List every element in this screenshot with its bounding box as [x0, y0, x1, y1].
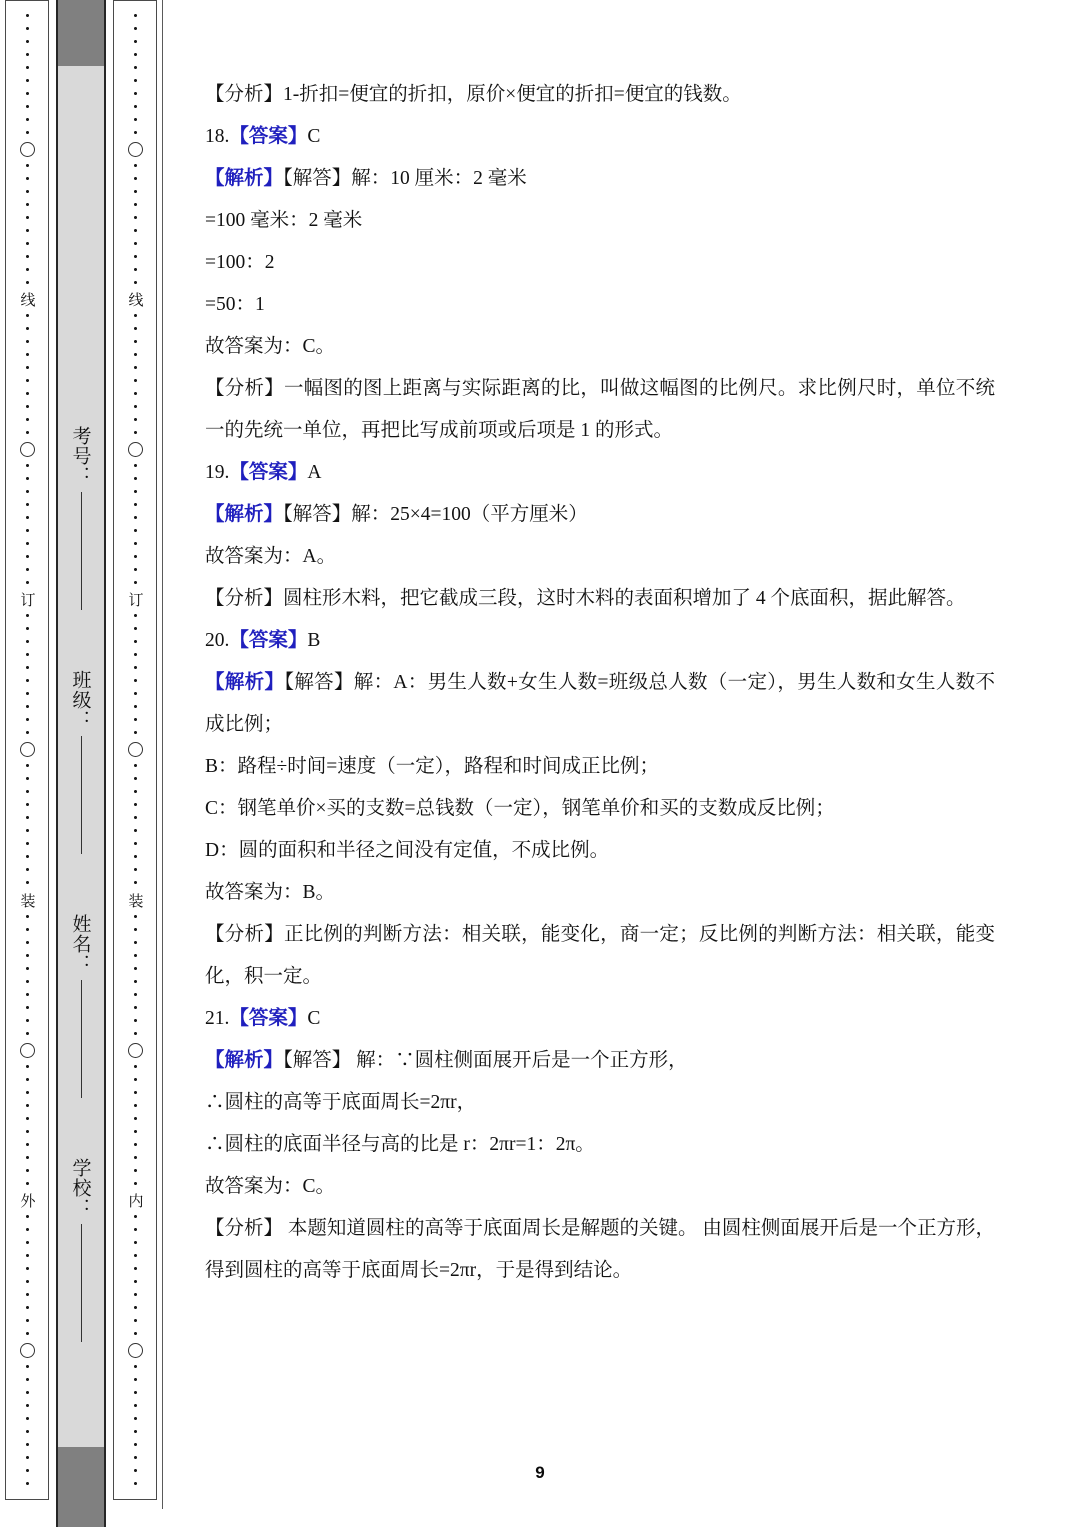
solution-conclusion: 故答案为：C。: [205, 336, 336, 357]
seal-dot-run: [134, 9, 137, 140]
seal-dot-run: [134, 609, 137, 740]
seal-dot-run: [26, 309, 29, 440]
seal-dot-run: [26, 759, 29, 890]
seal-field-rule: [81, 492, 82, 610]
solution-step: =50：1: [205, 294, 265, 315]
seal-dot-run: [134, 159, 137, 290]
seal-circle-marker: [128, 142, 143, 157]
solution-conclusion: 故答案为：A。: [205, 546, 337, 567]
seal-dot-run: [134, 459, 137, 590]
seal-char-inner-1: 订: [126, 592, 145, 608]
seal-char-inner-0: 线: [126, 292, 145, 308]
analysis-block: 【分析】 本题知道圆柱的高等于底面周长是解题的关键。 由圆柱侧面展开后是一个正方形，得到圆柱的高等于底面周长=2πr，于是得到结论。: [205, 1218, 995, 1281]
analysis-block: 【分析】1-折扣=便宜的折扣，原价×便宜的折扣=便宜的钱数。: [205, 84, 742, 105]
seal-char-outer-1: 订: [18, 592, 37, 608]
seal-field-name: [68, 914, 95, 1098]
answer-tag: 【答案】: [229, 126, 308, 147]
analysis-block: 【分析】圆柱形木料，把它截成三段，这时木料的表面积增加了 4 个底面积，据此解答。: [205, 588, 966, 609]
seal-field-rule: [81, 1224, 82, 1342]
seal-field-exam-number: [68, 426, 95, 610]
seal-strip-fields: [58, 66, 104, 1447]
solution-conclusion: 故答案为：B。: [205, 882, 336, 903]
explanation-heading-21: [205, 1040, 995, 1082]
question-number: 18.: [205, 126, 230, 147]
seal-char-outer-2: 装: [18, 892, 37, 908]
seal-dot-run: [26, 159, 29, 290]
seal-field-label: 学校：: [69, 1158, 92, 1218]
analysis-block: 【分析】一幅图的图上距离与实际距离的比，叫做这幅图的比例尺。求比例尺时，单位不统一的先统一单位，再把比写成前项或后项是 1 的形式。: [205, 378, 995, 441]
seal-dotted-column-outer: [5, 0, 49, 1500]
seal-circle-marker: [128, 742, 143, 757]
seal-field-rule: [81, 736, 82, 854]
seal-strip-cap-bottom: [58, 1447, 104, 1527]
seal-char-inner-2: 装: [126, 892, 145, 908]
solution-step: D：圆的面积和半径之间没有定值，不成比例。: [205, 840, 610, 861]
explanation-text: 【解答】解：25×4=100（平方厘米）: [283, 504, 588, 525]
answer-tag: 【答案】: [229, 630, 308, 651]
seal-dot-run: [134, 910, 137, 1041]
solution-step: B：路程÷时间=速度（一定），路程和时间成正比例；: [205, 756, 659, 777]
seal-dot-run: [26, 609, 29, 740]
explanation-tag: 【解析】: [205, 672, 285, 693]
seal-circle-marker: [20, 142, 35, 157]
seal-char-outer-3: 外: [18, 1192, 37, 1208]
answer-heading-21: [205, 998, 995, 1040]
explanation-heading-20: [205, 662, 995, 746]
answer-value: A: [307, 462, 322, 483]
seal-field-school: [68, 1158, 95, 1342]
answer-heading-19: [205, 452, 995, 494]
page-content-rule: [162, 0, 163, 1509]
solution-step: ∴圆柱的底面半径与高的比是 r：2πr=1：2π。: [205, 1134, 595, 1155]
seal-circle-marker: [20, 1343, 35, 1358]
seal-circle-marker: [128, 1043, 143, 1058]
explanation-text: 【解答】解：A：男生人数+女生人数=班级总人数（一定），男生人数和女生人数不成比例；: [205, 672, 995, 735]
page-number: 9: [535, 1463, 545, 1482]
seal-circle-marker: [20, 742, 35, 757]
seal-field-class: [68, 670, 95, 854]
answer-value: B: [307, 630, 321, 651]
explanation-heading-18: [205, 158, 995, 200]
seal-circle-marker: [20, 442, 35, 457]
solution-step: =100：2: [205, 252, 275, 273]
seal-field-rule: [81, 980, 82, 1098]
solution-step: =100 毫米：2 毫米: [205, 210, 363, 231]
seal-dot-run: [134, 309, 137, 440]
seal-circle-marker: [128, 1343, 143, 1358]
analysis-block: 【分析】正比例的判断方法：相关联，能变化，商一定；反比例的判断方法：相关联，能变化，积一定。: [205, 924, 995, 987]
explanation-text: 【解答】解：10 厘米：2 毫米: [283, 168, 527, 189]
seal-circle-marker: [20, 1043, 35, 1058]
answer-key-body: [205, 74, 995, 1292]
seal-dot-run: [26, 1060, 29, 1191]
seal-dot-run: [134, 759, 137, 890]
seal-binding-margin: [0, 0, 170, 1527]
solution-step: C：钢笔单价×买的支数=总钱数（一定），钢笔单价和买的支数成反比例；: [205, 798, 835, 819]
answer-value: C: [307, 1008, 321, 1029]
answer-heading-20: [205, 620, 995, 662]
seal-dot-run: [26, 459, 29, 590]
answer-tag: 【答案】: [229, 1008, 308, 1029]
seal-dotted-column-inner: [113, 0, 157, 1500]
seal-field-label: 班级：: [69, 670, 92, 730]
seal-dot-run: [134, 1060, 137, 1191]
solution-conclusion: 故答案为：C。: [205, 1176, 336, 1197]
seal-info-strip: [56, 0, 106, 1527]
seal-char-inner-3: 内: [126, 1192, 145, 1208]
explanation-tag: 【解析】: [205, 1050, 284, 1071]
seal-dot-run: [26, 1210, 29, 1341]
seal-dot-run: [26, 910, 29, 1041]
seal-field-label: 考号：: [69, 426, 92, 486]
question-number: 21.: [205, 1008, 230, 1029]
solution-step: ∴圆柱的高等于底面周长=2πr，: [205, 1092, 477, 1113]
question-number: 20.: [205, 630, 230, 651]
explanation-tag: 【解析】: [205, 168, 284, 189]
seal-char-outer-0: 线: [18, 292, 37, 308]
answer-heading-18: [205, 116, 995, 158]
answer-value: C: [307, 126, 321, 147]
seal-field-label: 姓名：: [69, 914, 92, 974]
seal-circle-marker: [128, 442, 143, 457]
answer-tag: 【答案】: [229, 462, 308, 483]
seal-dot-run: [134, 1210, 137, 1341]
explanation-tag: 【解析】: [205, 504, 284, 525]
seal-dot-run: [26, 9, 29, 140]
explanation-text: 【解答】 解：∵圆柱侧面展开后是一个正方形，: [283, 1050, 688, 1071]
question-number: 19.: [205, 462, 230, 483]
explanation-heading-19: [205, 494, 995, 536]
seal-strip-cap-top: [58, 0, 104, 66]
